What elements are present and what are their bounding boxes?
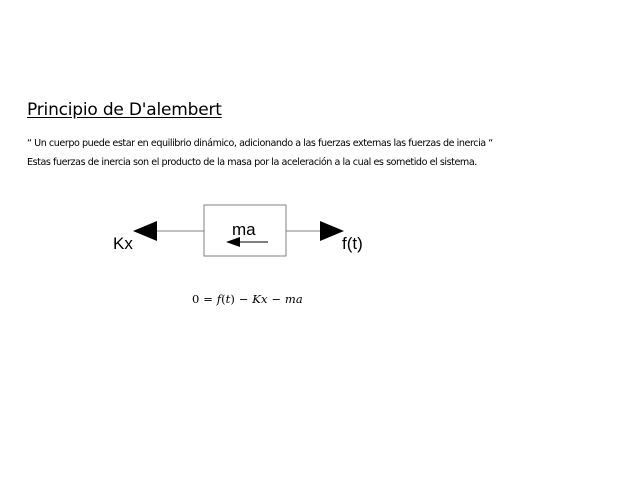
inertia-explanation: Estas fuerzas de inercia son el producto de la masa por la aceleración a la cual es sometido el sistema. bbox=[27, 157, 477, 168]
equation-lhs: 0 bbox=[192, 292, 200, 306]
dalembert-equation bbox=[192, 292, 303, 306]
document-title: Principio de D'alembert bbox=[27, 100, 222, 120]
equation-ma: ma bbox=[284, 292, 303, 306]
equation-f: f bbox=[216, 292, 222, 306]
mass-label: ma bbox=[232, 220, 256, 239]
equation-paren-open: ( bbox=[221, 292, 226, 306]
equation-kx: Kx bbox=[252, 292, 268, 306]
right-force-arrowhead bbox=[320, 221, 344, 241]
equation-paren-close: ) bbox=[230, 292, 235, 306]
left-force-arrowhead bbox=[133, 221, 157, 241]
equation-equals: = bbox=[203, 292, 213, 306]
kx-label: Kx bbox=[113, 234, 133, 253]
principle-quote: “ Un cuerpo puede estar en equilibrio dinámico, adicionando a las fuerzas externas las fuerzas de inercia “ bbox=[27, 138, 493, 149]
equation-minus-1: − bbox=[238, 292, 249, 306]
equation-minus-2: − bbox=[271, 292, 282, 306]
free-body-diagram bbox=[100, 195, 380, 270]
equation-t: t bbox=[225, 292, 231, 306]
ft-label: f(t) bbox=[342, 234, 363, 253]
